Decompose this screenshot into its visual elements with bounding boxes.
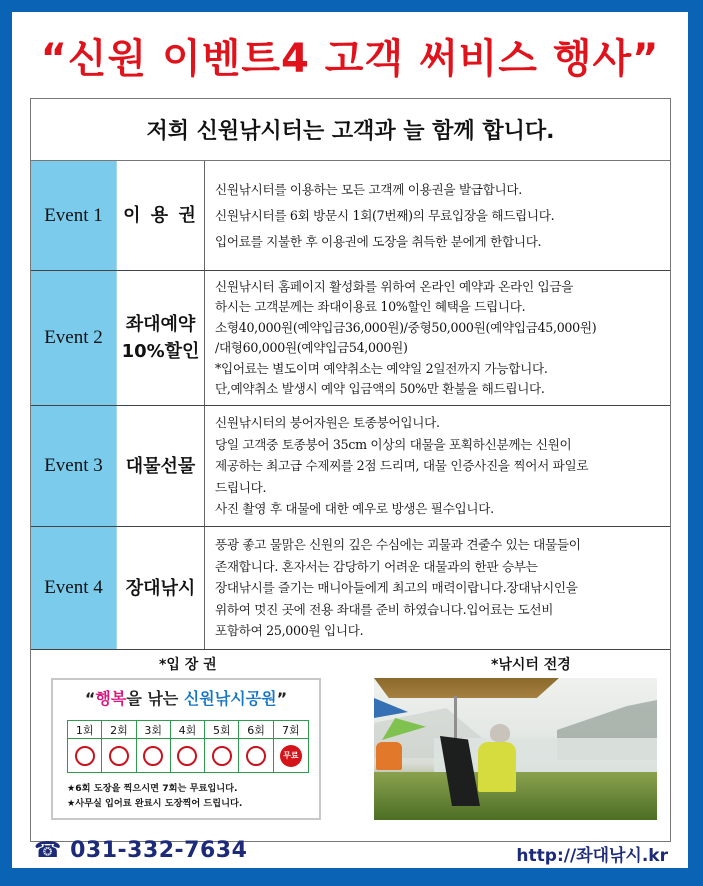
description-line: 신원낚시터의 붕어자원은 토종붕어입니다. xyxy=(215,415,440,431)
visit-header: 5회 xyxy=(205,721,239,739)
event-row-3 xyxy=(31,406,670,527)
event-row-1 xyxy=(31,161,670,271)
stamp-slot xyxy=(171,739,205,772)
event-label: Event 1 xyxy=(31,161,117,270)
visit-header: 7회 xyxy=(274,721,308,739)
description-line: *입어료는 별도이며 예약취소는 예약일 2일전까지 가능합니다. xyxy=(215,360,548,376)
description-line: 하시는 고객분께는 좌대이용료 10%할인 혜택을 드립니다. xyxy=(215,299,526,314)
description-line: 존재합니다. 혼자서는 감당하기 어려운 대물과의 한판 승부는 xyxy=(215,558,538,574)
description-line: 신원낚시터를 이용하는 모든 고객께 이용권을 발급합니다. xyxy=(215,181,522,197)
bottom-section xyxy=(31,650,670,837)
coupon-notes xyxy=(67,781,242,811)
visit-header: 6회 xyxy=(239,721,273,739)
event-description xyxy=(205,406,670,526)
photo-angler-orange xyxy=(376,742,402,770)
coupon-note: ★6회 도장을 찍으시면 7회는 무료입니다. xyxy=(67,783,238,794)
stamp-circle-icon xyxy=(246,746,266,766)
close-quote: ” xyxy=(276,689,288,708)
description-line: 위하여 멋진 곳에 전용 좌대를 준비 하였습니다.입어료는 도선비 xyxy=(215,601,554,617)
description-line: /대형60,000원(예약입금54,000원) xyxy=(215,340,408,355)
event-name-line: 대물선물 xyxy=(125,455,196,477)
visit-header: 2회 xyxy=(102,721,136,739)
event-row-4 xyxy=(31,527,670,650)
event-row-2 xyxy=(31,271,670,406)
event-name-line: 이 용 권 xyxy=(123,205,198,226)
coupon-title: *입 장 권 xyxy=(159,657,217,673)
description-line: 포함하여 25,000원 입니다. xyxy=(215,623,364,639)
open-quote: “ xyxy=(84,689,96,708)
event-name xyxy=(117,406,205,526)
visit-header: 1회 xyxy=(68,721,102,739)
stamp-circle-icon xyxy=(177,746,197,766)
stamp-circle-icon xyxy=(75,746,95,766)
description-line: 단,예약취소 발생시 예약 입금액의 50%만 환불을 해드립니다. xyxy=(215,381,545,396)
slogan-middle: 을 낚는 xyxy=(126,689,184,708)
fishing-scene-photo xyxy=(374,678,657,820)
photo-parasol xyxy=(374,678,559,698)
event-name xyxy=(117,527,205,649)
stamp-slot xyxy=(102,739,136,772)
slogan-park-name: 신원낚시공원 xyxy=(183,689,277,708)
scene-title: *낚시터 전경 xyxy=(491,657,571,673)
stamp-grid xyxy=(67,720,309,773)
photo-blue-umbrella xyxy=(374,698,408,718)
description-line: 드립니다. xyxy=(215,479,267,495)
event-description xyxy=(205,527,670,649)
description-line: 제공하는 최고급 수제찌를 2점 드리며, 대물 인증사진을 찍어서 파일로 xyxy=(215,458,589,474)
photo-angler-cap xyxy=(490,724,510,742)
stamp-slot-free xyxy=(274,739,308,772)
description-line: 사진 촬영 후 대물에 대한 예우로 방생은 필수입니다. xyxy=(215,501,494,517)
phone-number xyxy=(34,838,247,863)
stamp-slot xyxy=(137,739,171,772)
event-name-line: 좌대예약 xyxy=(125,314,196,335)
event-panel xyxy=(30,98,671,842)
stamp-circle-icon xyxy=(109,746,129,766)
description-line: 장대낚시를 즐기는 매니아들에게 최고의 매력이랍니다.장대낚시인을 xyxy=(215,580,578,596)
photo-angler-yellow xyxy=(478,742,516,792)
description-line: 소형40,000원(예약입금36,000원)/중형50,000원(예약입금45,000원) xyxy=(215,319,597,335)
visit-header: 4회 xyxy=(171,721,205,739)
event-description xyxy=(205,271,670,405)
event-name-line: 10%할인 xyxy=(121,341,200,362)
slogan-happiness: 행복 xyxy=(95,689,127,708)
motto: 저희 신원낚시터는 고객과 늘 함께 합니다. xyxy=(31,99,670,161)
stamp-circle-icon xyxy=(212,746,232,766)
event-label: Event 2 xyxy=(31,271,117,405)
event-name xyxy=(117,271,205,405)
poster-sheet xyxy=(12,12,688,868)
description-line: 신원낚시터 홈페이지 활성화를 위하여 온라인 예약과 온라인 입금을 xyxy=(215,278,574,294)
description-line: 입어료를 지불한 후 이용권에 도장을 취득한 분에게 한합니다. xyxy=(215,233,542,249)
coupon-slogan xyxy=(53,686,319,709)
event-name-line: 장대낚시 xyxy=(125,577,196,599)
description-line: 신원낚시터를 6회 방문시 1회(7번째)의 무료입장을 해드립니다. xyxy=(215,207,555,223)
website-link[interactable]: http://좌대낚시.kr xyxy=(516,846,668,866)
event-label: Event 3 xyxy=(31,406,117,526)
phone-icon: ☎ xyxy=(34,838,62,863)
stamp-slot xyxy=(239,739,273,772)
coupon-note: ★사무실 입어료 완료시 도장찍어 드립니다. xyxy=(67,798,243,809)
stamp-slot xyxy=(68,739,102,772)
visit-header: 3회 xyxy=(137,721,171,739)
event-description xyxy=(205,161,670,270)
headline: “신원 이벤트4 고객 써비스 행사” xyxy=(40,35,660,82)
description-line: 당일 고객중 토종붕어 35cm 이상의 대물을 포획하신분께는 신원이 xyxy=(215,436,572,452)
phone-text: 031-332-7634 xyxy=(70,838,248,863)
event-label: Event 4 xyxy=(31,527,117,649)
stamp-coupon-card xyxy=(51,678,321,820)
stamp-circle-icon xyxy=(143,746,163,766)
stamp-slot xyxy=(205,739,239,772)
event-name xyxy=(117,161,205,270)
description-line: 풍광 좋고 물맑은 신원의 깊은 수심에는 괴물과 견줄수 있는 대물들이 xyxy=(215,537,581,553)
free-badge: 무료 xyxy=(280,745,302,767)
